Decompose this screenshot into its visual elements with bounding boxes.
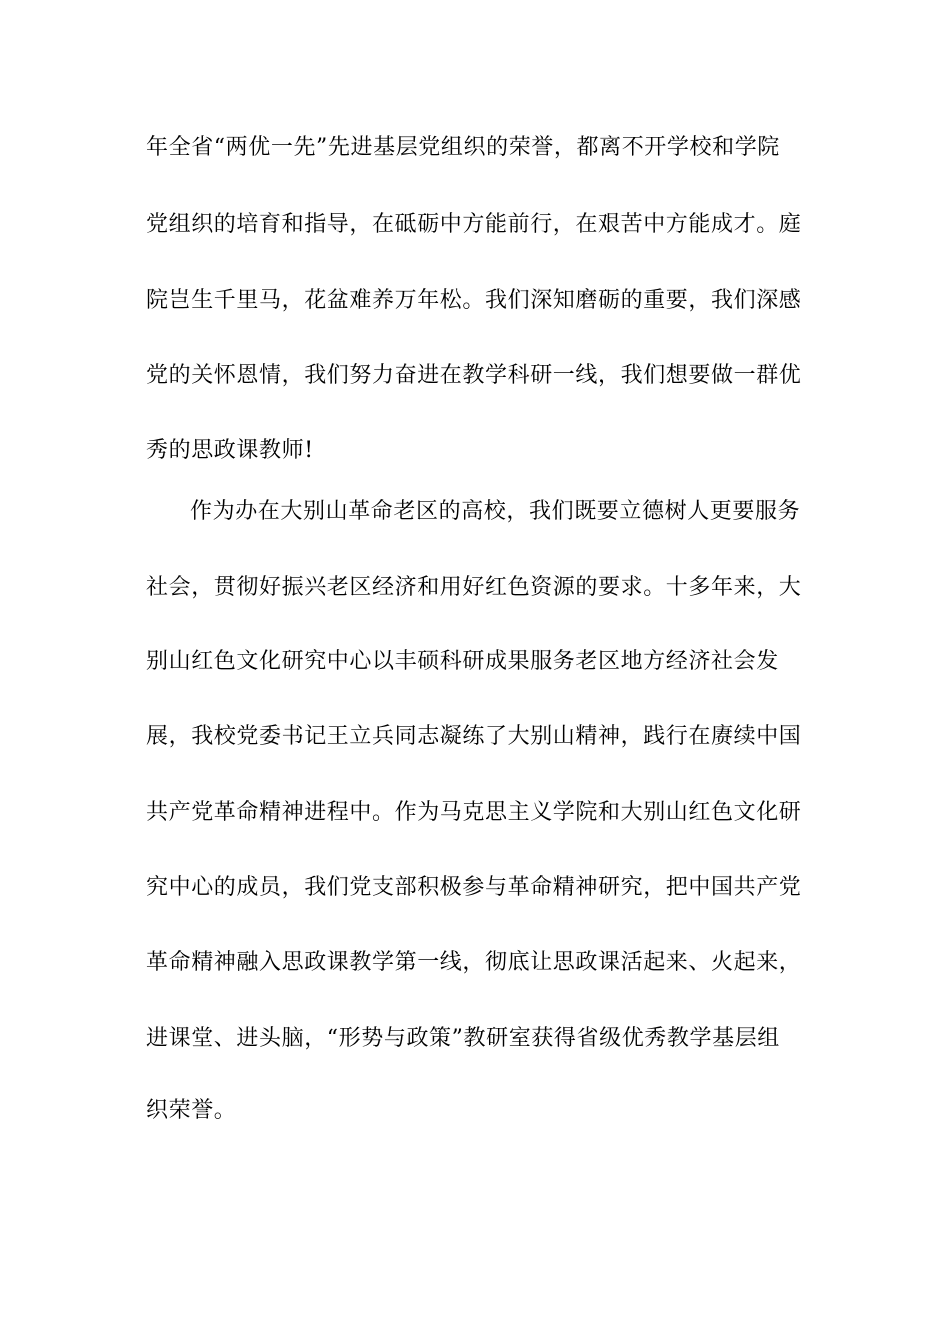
text-line: 秀的思政课教师! [146, 438, 314, 463]
text-line: 展，我校党委书记王立兵同志凝练了大别山精神，践行在赓续中国 [146, 724, 802, 749]
text-line: 作为办在大别山革命老区的高校，我们既要立德树人更要服务 [190, 499, 801, 524]
text-line: 社会，贯彻好振兴老区经济和用好红色资源的要求。十多年来，大 [146, 575, 802, 600]
text-line: 进课堂、进头脑，“形势与政策”教研室获得省级优秀教学基层组 [146, 1026, 780, 1051]
text-line: 党的关怀恩情，我们努力奋进在教学科研一线，我们想要做一群优 [146, 363, 802, 388]
text-line: 党组织的培育和指导，在砥砺中方能前行，在艰苦中方能成才。庭 [146, 212, 802, 237]
text-line: 共产党革命精神进程中。作为马克思主义学院和大别山红色文化研 [146, 800, 802, 825]
text-line: 究中心的成员，我们党支部积极参与革命精神研究，把中国共产党 [146, 875, 802, 900]
text-line: 院岂生千里马，花盆难养万年松。我们深知磨砺的重要，我们深感 [146, 288, 802, 313]
text-line: 织荣誉。 [146, 1098, 237, 1123]
text-line: 革命精神融入思政课教学第一线，彻底让思政课活起来、火起来， [146, 950, 802, 975]
text-line: 年全省“两优一先”先进基层党组织的荣誉，都离不开学校和学院 [146, 135, 780, 160]
text-line: 别山红色文化研究中心以丰硕科研成果服务老区地方经济社会发 [146, 649, 779, 674]
